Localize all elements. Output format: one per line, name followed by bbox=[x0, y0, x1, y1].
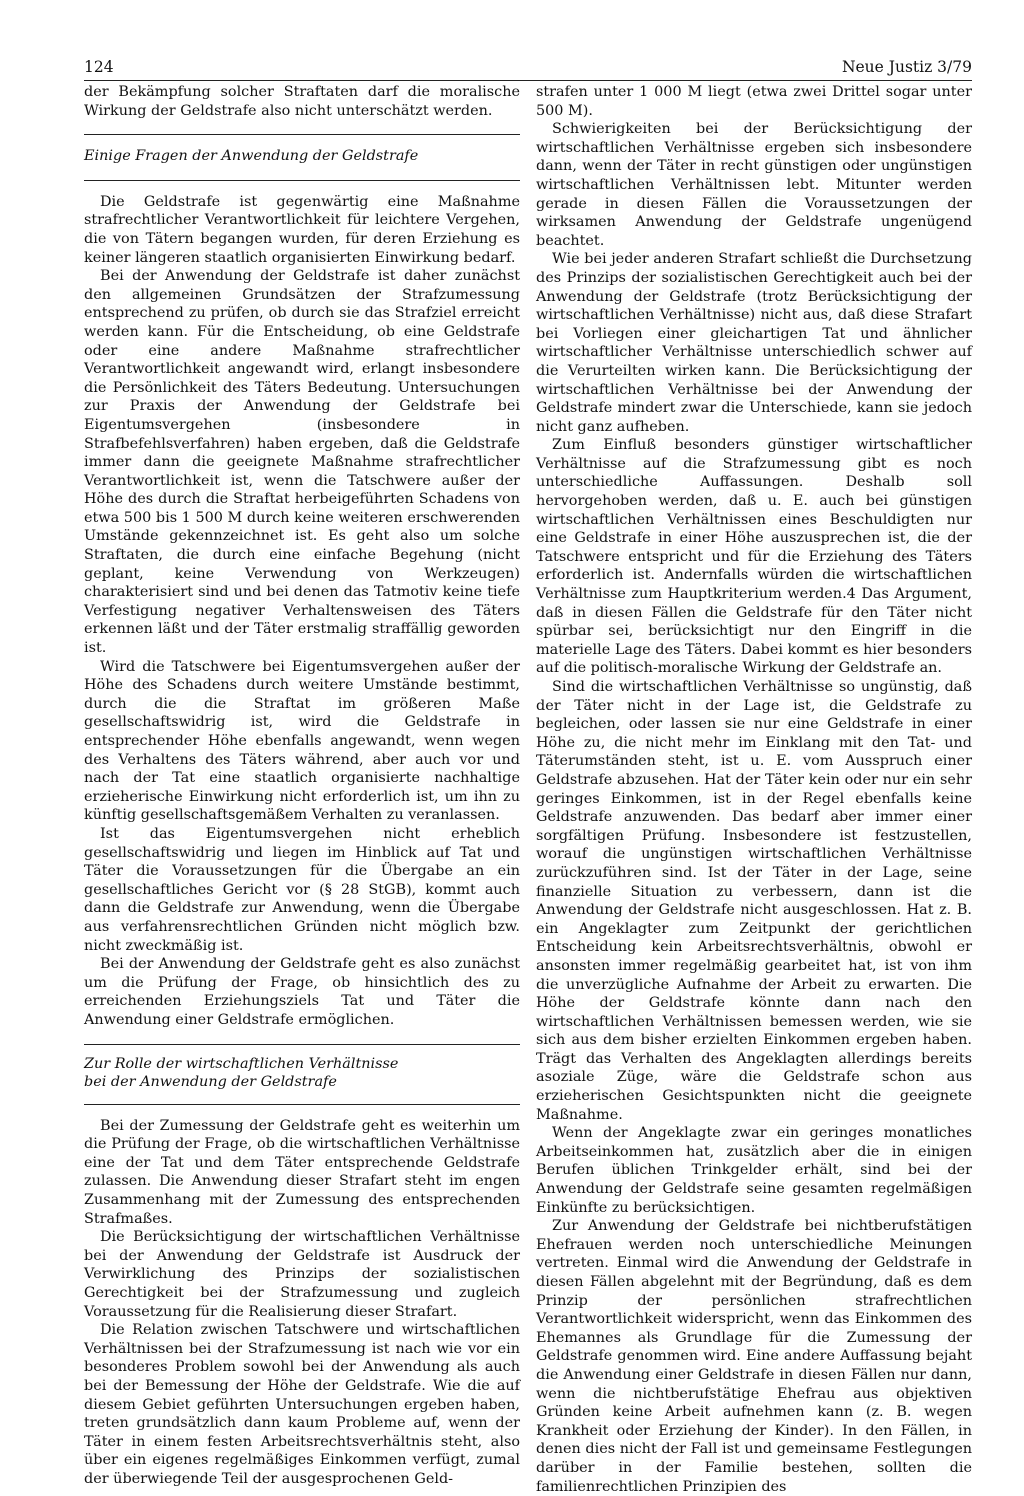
paragraph: Wie bei jeder anderen Strafart schließt die Durchsetzung des Prinzips der sozialistischen Gerechtigkeit auch bei der Anwendung der Geldstrafe (trotz Berücksichtigung der wirtschaftlichen Verhältnisse) nicht aus, daß diese Strafart bei Vorliegen einer gleichartigen Tat und ähnlicher wirtschaftlicher Verhältnisse unterschiedlich schwer auf die Verurteilten wirken kann. Die Berücksichtigung der wirtschaftlichen Verhältnisse bei der Anwendung der Geldstrafe mindert zwar die Unterschiede, kann sie jedoch nicht ganz aufheben. bbox=[536, 251, 972, 435]
paragraph: Wird die Tatschwere bei Eigentumsvergehen außer der Höhe des Schadens durch weitere Umstände bestimmt, durch die die Straftat im größeren Maße gesellschaftswidrig ist, wird die Geldstrafe in entsprechender Höhe ebenfalls angewandt, wenn wegen des Verhaltens des Täters während, aber auch vor und nach der Tat eine staatlich organisierte nachhaltige erzieherische Einwirkung nicht erforderlich ist, um ihn zu künftig gesellschaftsgemäßem Verhalten zu veranlassen. bbox=[84, 658, 520, 824]
section-heading-block bbox=[84, 1044, 520, 1105]
paragraph: Wenn der Angeklagte zwar ein geringes monatliches Arbeitseinkommen hat, zusätzlich aber die in einigen Berufen üblichen Trinkgelder erhält, sind bei der Anwendung der Geldstrafe seine gesamten regelmäßigen Einkünfte zu berücksichtigen. bbox=[536, 1125, 972, 1216]
paragraph: Zum Einfluß besonders günstiger wirtschaftlicher Verhältnisse auf die Strafzumessung gibt es noch unterschiedliche Auffassungen. Deshalb soll hervorgehoben werden, daß u. E. auch bei günstigen wirtschaftlichen Verhältnissen eines Beschuldigten nur eine Geldstrafe in einer Höhe auszusprechen ist, die der Tatschwere entspricht und für die Erziehung des Täters erforderlich ist. Andernfalls würden die wirtschaftlichen Verhältnisse zum Hauptkriterium werden.4 Das Argument, daß in diesen Fällen die Geldstrafe für den Täter nicht spürbar sei, berücksichtigt nur den Eingriff in die materielle Lage des Täters. Dabei kommt es hier besonders auf die politisch-moralische Wirkung der Geldstrafe an. bbox=[536, 437, 972, 677]
section-heading-block bbox=[84, 134, 520, 181]
paragraph: Sind die wirtschaftlichen Verhältnisse so ungünstig, daß der Täter nicht in der Lage ist, die Geldstrafe zu begleichen, oder lassen sie nur eine Geldstrafe in einer Höhe zu, die nicht mehr im Einklang mit den Tat- und Täterumständen steht, ist u. E. vom Ausspruch einer Geldstrafe abzusehen. Hat der Täter kein oder nur ein sehr geringes Einkommen, ist in der Regel ebenfalls keine Geldstrafe anzuwenden. Das bedarf aber immer einer sorgfältigen Prüfung. Insbesondere ist festzustellen, worauf die ungünstigen wirtschaftlichen Verhältnisse zurückzuführen sind. Ist der Täter in der Lage, seine finanzielle Situation zu verbessern, dann ist die Anwendung der Geldstrafe nicht ausgeschlossen. Hat z. B. ein Angeklagter zum Zeitpunkt der gerichtlichen Entscheidung kein Arbeitsrechtsverhältnis, obwohl er ansonsten immer regelmäßig gearbeitet hat, ist von ihm die unverzügliche Aufnahme der Arbeit zu erwarten. Die Höhe der Geldstrafe könnte dann nach den wirtschaftlichen Verhältnissen bemessen werden, wie sie sich aus dem bisher erzielten Einkommen ergeben haben. Trägt das Verhalten des Angeklagten allerdings bereits asoziale Züge, wäre die Geldstrafe schon aus erzieherischen Gesichtspunkten nicht die geeignete Maßnahme. bbox=[536, 679, 972, 1123]
paragraph: Bei der Anwendung der Geldstrafe ist daher zunächst den allgemeinen Grundsätzen der Strafzumessung entsprechend zu prüfen, ob durch sie das Strafziel erreicht werden kann. Für die Entscheidung, ob eine Geldstrafe oder eine andere Maßnahme strafrechtlicher Verantwortlichkeit angewandt wird, erlangt insbesondere die Persönlichkeit des Täters Bedeutung. Untersuchungen zur Praxis der Anwendung der Geldstrafe bei Eigentumsvergehen (insbesondere in Strafbefehlsverfahren) haben ergeben, daß die Geldstrafe immer dann die geeignete Maßnahme strafrechtlicher Verantwortlichkeit ist, wenn die Tatschwere außer der Höhe des durch die Straftat herbeigeführten Schadens von etwa 500 bis 1 500 M durch keine weiteren erschwerenden Umstände gekennzeichnet ist. Es geht also um solche Straftaten, die durch eine einfache Begehung (nicht geplant, keine Verwendung von Werkzeugen) charakterisiert sind und bei denen das Tatmotiv keine tiefe Verfestigung negativer Verhaltensweisen des Täters erkennen läßt und der Täter erstmalig straffällig geworden ist. bbox=[84, 268, 520, 657]
section-heading-line: Zur Rolle der wirtschaftlichen Verhältnisse bbox=[84, 1055, 399, 1072]
paragraph: Die Relation zwischen Tatschwere und wirtschaftlichen Verhältnissen bei der Strafzumessung ist nach wie vor ein besonderes Problem sowohl bei der Anwendung als auch bei der Bemessung der Höhe der Geldstrafe. Wie die auf diesem Gebiet geführten Untersuchungen ergeben haben, treten grundsätzlich dann kaum Probleme auf, wenn der Täter in einem festen Arbeitsrechtsverhältnis steht, also über ein eigenes regelmäßiges Einkommen verfügt, zumal der überwiegende Teil der ausgesprochenen Geld- bbox=[84, 1322, 520, 1487]
paragraph: Bei der Anwendung der Geldstrafe geht es also zunächst um die Prüfung der Frage, ob hinsichtlich des zu erreichenden Erziehungsziels Tat und Täter die Anwendung einer Geldstrafe ermöglichen. bbox=[84, 956, 520, 1028]
paragraph: der Bekämpfung solcher Straftaten darf die moralische Wirkung der Geldstrafe also nicht unterschätzt werden. bbox=[84, 84, 520, 119]
running-header bbox=[84, 58, 972, 81]
paragraph: Ist das Eigentumsvergehen nicht erheblich gesellschaftswidrig und liegen im Hinblick auf Tat und Täter die Voraussetzungen für die Übergabe an ein gesellschaftliches Gericht vor (§ 28 StGB), kommt auch dann die Geldstrafe zur Anwendung, wenn die Übergabe aus verfahrensrechtlichen Gründen nicht möglich bzw. nicht zweckmäßig ist. bbox=[84, 825, 520, 954]
paragraph: Zur Anwendung der Geldstrafe bei nichtberufstätigen Ehefrauen werden noch unterschiedliche Meinungen vertreten. Einmal wird die Anwendung der Geldstrafe in diesen Fällen abgelehnt mit der Begründung, daß es dem Prinzip der persönlichen strafrechtlichen Verantwortlichkeit widerspricht, wenn das Einkommen des Ehemannes als Grundlage für die Zumessung der Geldstrafe genommen wird. Eine andere Auffassung bejaht die Anwendung einer Geldstrafe in diesen Fällen nur dann, wenn die nichtberufstätige Ehefrau aus objektiven Gründen keine Arbeit aufnehmen kann (z. B. wegen Krankheit oder Erziehung der Kinder). In den Fällen, in denen dies nicht der Fall ist und gemeinsame Festlegungen darüber in der Familie bestehen, sollten die familienrechtlichen Prinzipien des bbox=[536, 1218, 972, 1495]
right-column bbox=[536, 83, 972, 1496]
text-columns bbox=[84, 83, 972, 1496]
paragraph: Die Berücksichtigung der wirtschaftlichen Verhältnisse bei der Anwendung der Geldstrafe ist Ausdruck der Verwirklichung des Prinzips der sozialistischen Gerechtigkeit bei der Strafzumessung und zugleich Voraussetzung für die Realisierung dieser Strafart. bbox=[84, 1229, 520, 1320]
left-column bbox=[84, 83, 520, 1496]
journal-issue: Neue Justiz 3/79 bbox=[841, 58, 972, 76]
page-number: 124 bbox=[84, 58, 114, 76]
section-heading: Einige Fragen der Anwendung der Geldstrafe bbox=[84, 148, 419, 165]
section-heading-line: bei der Anwendung der Geldstrafe bbox=[84, 1074, 337, 1091]
paragraph: Schwierigkeiten bei der Berücksichtigung der wirtschaftlichen Verhältnisse ergeben sich insbesondere dann, wenn der Täter in recht günstigen oder ungünstigen wirtschaftlichen Verhältnissen lebt. Mitunter werden gerade in diesen Fällen die Voraussetzungen der wirksamen Anwendung der Geldstrafe ungenügend beachtet. bbox=[536, 121, 972, 249]
paragraph: Bei der Zumessung der Geldstrafe geht es weiterhin um die Prüfung der Frage, ob die wirtschaftlichen Verhältnisse eine der Tat und dem Täter entsprechende Geldstrafe zulassen. Die Anwendung dieser Strafart steht im engen Zusammenhang mit der Zumessung des entsprechenden Strafmaßes. bbox=[84, 1117, 520, 1227]
paragraph: strafen unter 1 000 M liegt (etwa zwei Drittel sogar unter 500 M). bbox=[536, 84, 972, 119]
paragraph: Die Geldstrafe ist gegenwärtig eine Maßnahme strafrechtlicher Verantwortlichkeit für leichtere Vergehen, die von Tätern begangen wurden, für deren Erziehung es keiner längeren staatlich organisierten Einwirkung bedarf. bbox=[84, 193, 520, 266]
